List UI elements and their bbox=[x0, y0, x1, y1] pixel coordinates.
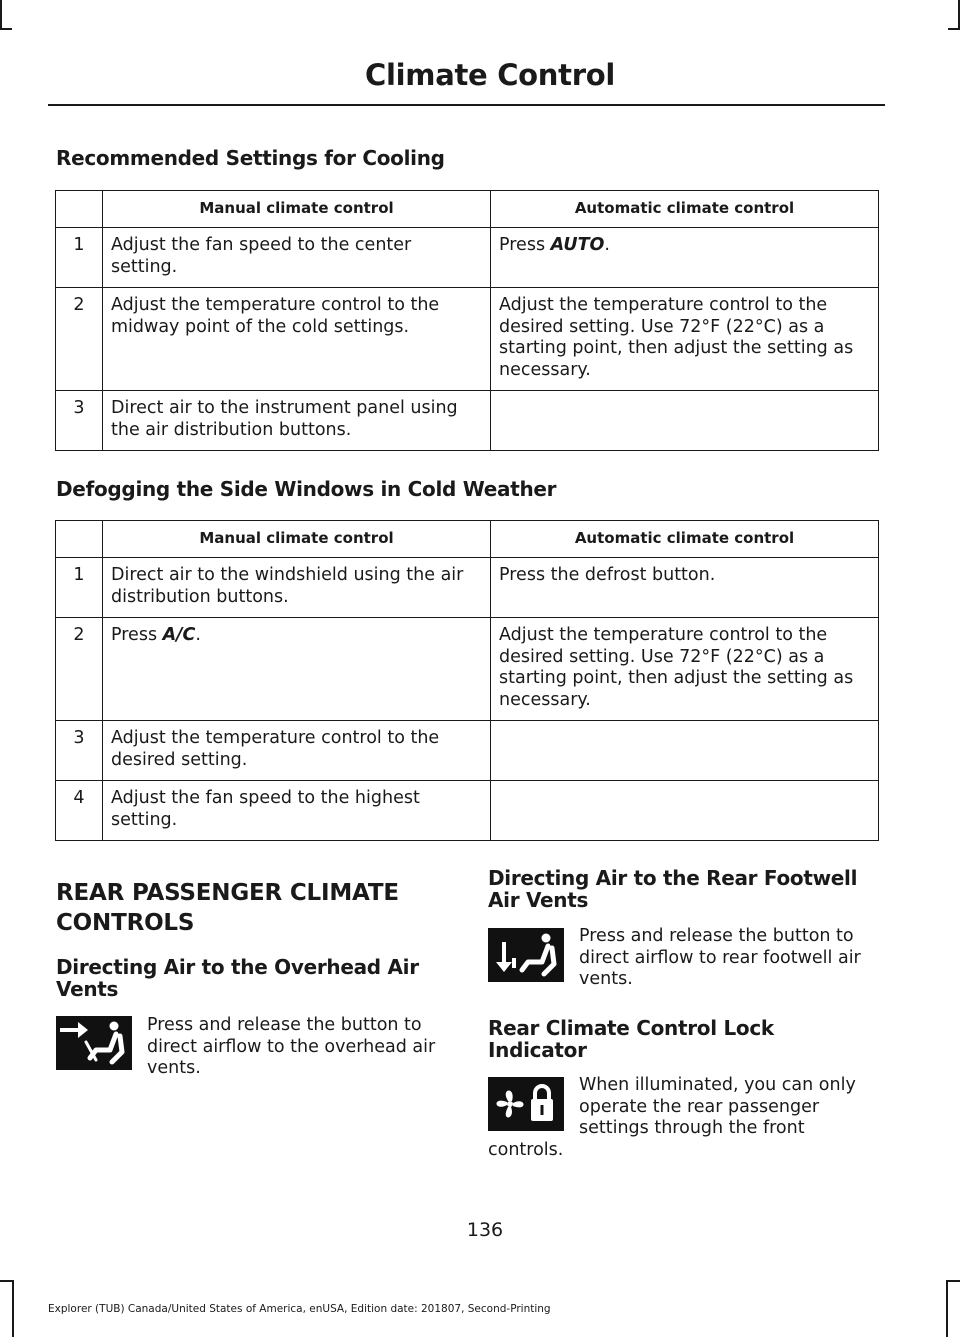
step-number: 3 bbox=[56, 391, 103, 451]
fan-lock-icon bbox=[488, 1077, 564, 1131]
lock-indicator-heading bbox=[488, 1017, 888, 1061]
lock-indicator-text-line4: controls. bbox=[488, 1140, 564, 1160]
manual-step: Adjust the temperature control to the desired setting. bbox=[103, 721, 491, 781]
lock-indicator-heading-line2: Indicator bbox=[488, 1038, 587, 1062]
crop-mark bbox=[0, 0, 2, 30]
crop-mark bbox=[12, 1280, 14, 1337]
table-row bbox=[56, 391, 879, 451]
table-header-num bbox=[56, 521, 103, 558]
auto-step: Press the defrost button. bbox=[491, 558, 879, 618]
defog-table bbox=[55, 520, 879, 841]
table-row bbox=[56, 781, 879, 841]
table-header-auto: Automatic climate control bbox=[491, 191, 879, 228]
crop-mark bbox=[0, 28, 12, 30]
crop-mark bbox=[946, 1280, 948, 1337]
footwell-vents-heading-line1: Directing Air to the Rear Footwell bbox=[488, 866, 858, 890]
rear-climate-heading-line1: REAR PASSENGER CLIMATE bbox=[56, 880, 399, 906]
step-number: 2 bbox=[56, 288, 103, 391]
table-row bbox=[56, 558, 879, 618]
rear-climate-heading bbox=[56, 878, 456, 938]
step-number: 3 bbox=[56, 721, 103, 781]
table-header-num bbox=[56, 191, 103, 228]
lock-indicator-text-line1: When illuminated, you can only bbox=[579, 1075, 856, 1095]
auto-step-suffix: . bbox=[604, 235, 610, 255]
footwell-vents-heading-line2: Air Vents bbox=[488, 888, 589, 912]
manual-step-suffix: . bbox=[195, 625, 201, 645]
overhead-vents-heading-line1: Directing Air to the Overhead Air bbox=[56, 955, 419, 979]
step-number: 1 bbox=[56, 228, 103, 288]
auto-key-label: AUTO bbox=[550, 235, 605, 255]
table-header-row bbox=[56, 191, 879, 228]
overhead-vent-icon bbox=[56, 1016, 132, 1070]
manual-step: Adjust the temperature control to the midway point of the cold settings. bbox=[103, 288, 491, 391]
table-row bbox=[56, 721, 879, 781]
manual-step-prefix: Press bbox=[111, 625, 163, 645]
step-number: 2 bbox=[56, 618, 103, 721]
rear-climate-heading-line2: CONTROLS bbox=[56, 910, 195, 936]
manual-step: Adjust the fan speed to the center setting. bbox=[103, 228, 491, 288]
step-number: 1 bbox=[56, 558, 103, 618]
manual-step: Direct air to the instrument panel using the air distribution buttons. bbox=[103, 391, 491, 451]
table-header-auto: Automatic climate control bbox=[491, 521, 879, 558]
crop-mark bbox=[948, 28, 960, 30]
auto-step-prefix: Press bbox=[499, 235, 551, 255]
overhead-vents-heading bbox=[56, 956, 456, 1000]
lock-indicator-text-line3: settings through the front bbox=[579, 1118, 805, 1138]
auto-step: Adjust the temperature control to the desired setting. Use 72°F (22°C) as a starting point, then adjust the setting as necessary. bbox=[491, 618, 879, 721]
table-header-manual: Manual climate control bbox=[103, 521, 491, 558]
header-divider bbox=[48, 104, 885, 106]
lock-indicator-heading-line1: Rear Climate Control Lock bbox=[488, 1016, 774, 1040]
auto-step: Adjust the temperature control to the desired setting. Use 72°F (22°C) as a starting point, then adjust the setting as necessary. bbox=[491, 288, 879, 391]
table-row bbox=[56, 228, 879, 288]
footer-text: Explorer (TUB) Canada/United States of America, enUSA, Edition date: 201807, Second-Printing bbox=[48, 1303, 551, 1315]
table-header-manual: Manual climate control bbox=[103, 191, 491, 228]
manual-step bbox=[103, 618, 491, 721]
defog-heading: Defogging the Side Windows in Cold Weather bbox=[56, 477, 557, 501]
manual-step: Direct air to the windshield using the air distribution buttons. bbox=[103, 558, 491, 618]
page-number: 136 bbox=[466, 1219, 504, 1241]
cooling-heading: Recommended Settings for Cooling bbox=[56, 146, 445, 170]
table-header-row bbox=[56, 521, 879, 558]
auto-step bbox=[491, 391, 879, 451]
table-row bbox=[56, 618, 879, 721]
manual-key-label: A/C bbox=[162, 625, 196, 645]
footwell-vent-icon bbox=[488, 928, 564, 982]
crop-mark bbox=[946, 1280, 960, 1282]
footwell-vents-heading bbox=[488, 867, 888, 911]
lock-indicator-text-line2: operate the rear passenger bbox=[579, 1096, 820, 1117]
auto-step bbox=[491, 781, 879, 841]
step-number: 4 bbox=[56, 781, 103, 841]
manual-step: Adjust the fan speed to the highest setting. bbox=[103, 781, 491, 841]
auto-step bbox=[491, 228, 879, 288]
overhead-vents-heading-line2: Vents bbox=[56, 977, 119, 1001]
footwell-vents-text: Press and release the button to direct airflow to rear footwell air vents. bbox=[579, 926, 861, 989]
overhead-vents-text: Press and release the button to direct airflow to the overhead air vents. bbox=[147, 1015, 436, 1078]
page-title: Climate Control bbox=[365, 58, 615, 92]
lock-indicator-text-lines bbox=[579, 1075, 884, 1140]
cooling-table bbox=[55, 190, 879, 451]
auto-step bbox=[491, 721, 879, 781]
table-row bbox=[56, 288, 879, 391]
